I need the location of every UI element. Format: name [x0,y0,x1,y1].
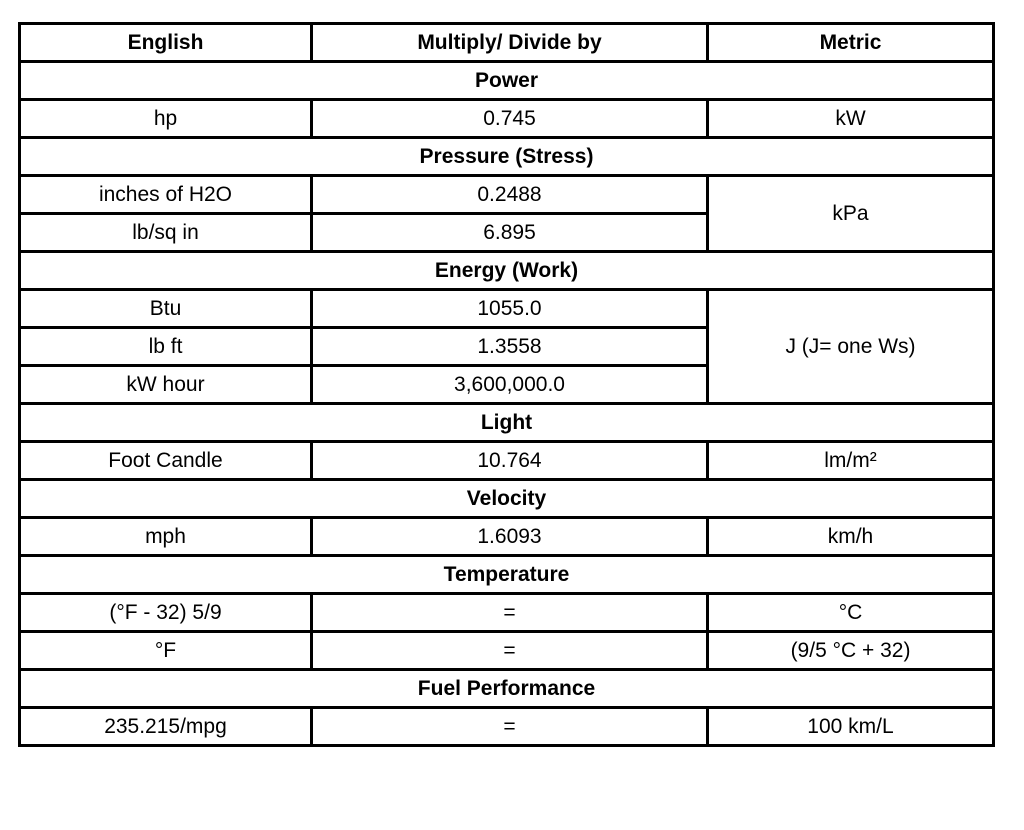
factor-cell: 10.764 [312,442,708,480]
factor-cell: = [312,594,708,632]
english-cell: inches of H2O [20,176,312,214]
factor-cell: = [312,708,708,746]
table-row [20,100,994,138]
english-cell: 235.215/mpg [20,708,312,746]
section-title-fuel: Fuel Performance [20,670,994,708]
header-metric: Metric [708,24,994,62]
section-row-pressure [20,138,994,176]
table-row [20,176,994,214]
english-cell: °F [20,632,312,670]
conversion-table [18,22,995,747]
english-cell: lb ft [20,328,312,366]
section-title-pressure: Pressure (Stress) [20,138,994,176]
section-row-fuel [20,670,994,708]
section-title-light: Light [20,404,994,442]
english-cell: hp [20,100,312,138]
section-row-power [20,62,994,100]
factor-cell: = [312,632,708,670]
table-row [20,632,994,670]
factor-cell: 0.2488 [312,176,708,214]
factor-cell: 1055.0 [312,290,708,328]
section-title-velocity: Velocity [20,480,994,518]
metric-cell: km/h [708,518,994,556]
section-title-power: Power [20,62,994,100]
section-row-temperature [20,556,994,594]
english-cell: lb/sq in [20,214,312,252]
header-english: English [20,24,312,62]
section-title-energy: Energy (Work) [20,252,994,290]
english-cell: Btu [20,290,312,328]
english-cell: mph [20,518,312,556]
metric-cell: kPa [708,176,994,252]
table-row [20,442,994,480]
factor-cell: 6.895 [312,214,708,252]
metric-cell: 100 km/L [708,708,994,746]
factor-cell: 3,600,000.0 [312,366,708,404]
section-row-light [20,404,994,442]
metric-cell: °C [708,594,994,632]
table-row [20,708,994,746]
factor-cell: 0.745 [312,100,708,138]
english-cell: kW hour [20,366,312,404]
section-title-temperature: Temperature [20,556,994,594]
table-row [20,594,994,632]
english-cell: Foot Candle [20,442,312,480]
section-row-velocity [20,480,994,518]
header-factor: Multiply/ Divide by [312,24,708,62]
table-row [20,290,994,328]
metric-cell: kW [708,100,994,138]
header-row [20,24,994,62]
metric-cell: J (J= one Ws) [708,290,994,404]
english-cell: (°F - 32) 5/9 [20,594,312,632]
table-row [20,518,994,556]
factor-cell: 1.3558 [312,328,708,366]
metric-cell: lm/m² [708,442,994,480]
factor-cell: 1.6093 [312,518,708,556]
section-row-energy [20,252,994,290]
metric-cell: (9/5 °C + 32) [708,632,994,670]
